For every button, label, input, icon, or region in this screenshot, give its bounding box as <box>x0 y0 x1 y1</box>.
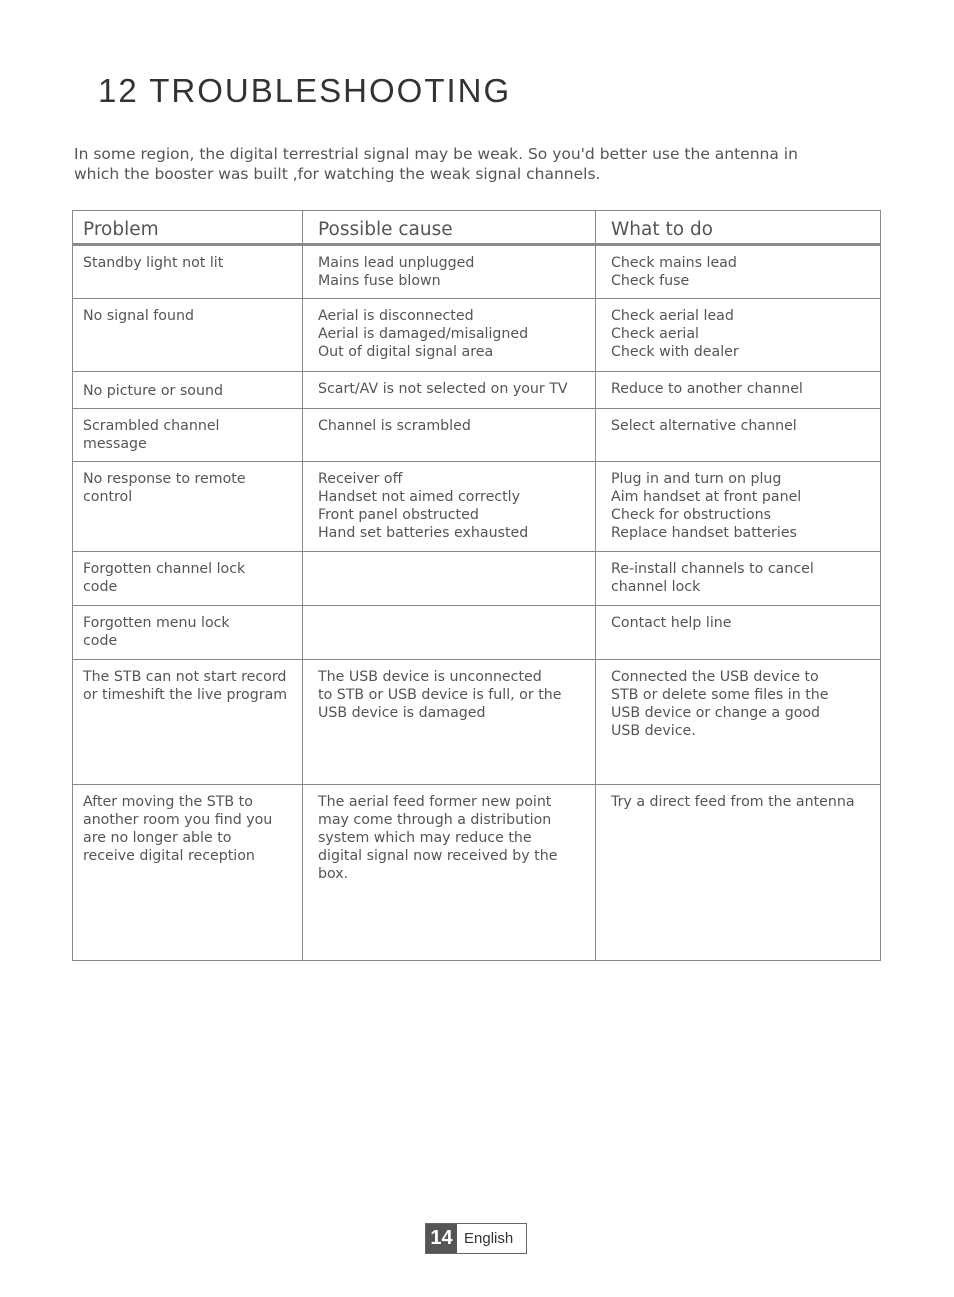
table-header-row <box>73 211 881 245</box>
page-title: 12 TROUBLESHOOTING <box>98 72 512 109</box>
cell-line: USB device. <box>611 723 696 739</box>
cell-line: Forgotten channel lock <box>83 561 246 577</box>
cell-line: Reduce to another channel <box>611 381 803 397</box>
cell-line: Out of digital signal area <box>318 344 494 360</box>
cell-line: The USB device is unconnected <box>318 669 542 685</box>
problem-cell <box>73 299 303 372</box>
cell-line: Check aerial lead <box>611 308 734 324</box>
cell-line: Aim handset at front panel <box>611 489 802 505</box>
cell-line: The aerial feed former new point <box>318 794 552 810</box>
cell-line: box. <box>318 866 349 882</box>
cell-line: Re-install channels to cancel <box>611 561 814 577</box>
cell-line: Handset not aimed correctly <box>318 489 521 505</box>
problem-cell <box>73 409 303 462</box>
table-row <box>73 245 881 299</box>
action-cell <box>596 409 881 462</box>
cause-cell <box>303 785 596 961</box>
cell-line: Check fuse <box>611 273 690 289</box>
cell-line: Scart/AV is not selected on your TV <box>318 381 568 397</box>
cell-line: Scrambled channel <box>83 418 220 434</box>
cell-line: Check mains lead <box>611 255 737 271</box>
action-cell <box>596 299 881 372</box>
cell-line: Standby light not lit <box>83 255 224 271</box>
cause-cell <box>303 245 596 299</box>
cell-line: may come through a distribution <box>318 812 552 828</box>
cause-cell <box>303 299 596 372</box>
language-label: English <box>464 1230 514 1247</box>
cell-line: USB device or change a good <box>611 705 821 721</box>
cell-line: No picture or sound <box>83 383 223 399</box>
cause-cell <box>303 409 596 462</box>
problem-cell <box>73 462 303 552</box>
problem-cell <box>73 552 303 606</box>
action-cell <box>596 462 881 552</box>
cell-line: receive digital reception <box>83 848 255 864</box>
action-cell <box>596 606 881 660</box>
cell-line: or timeshift the live program <box>83 687 288 703</box>
cell-line: Contact help line <box>611 615 732 631</box>
cell-line: are no longer able to <box>83 830 232 846</box>
cause-cell <box>303 462 596 552</box>
action-cell <box>596 552 881 606</box>
action-cell <box>596 245 881 299</box>
cell-line: channel lock <box>611 579 701 595</box>
cell-line: Aerial is disconnected <box>318 308 474 324</box>
cell-line: Check for obstructions <box>611 507 772 523</box>
cell-line: Forgotten menu lock <box>83 615 230 631</box>
cell-line: Check with dealer <box>611 344 739 360</box>
cell-line: digital signal now received by the <box>318 848 558 864</box>
cause-cell <box>303 372 596 409</box>
cell-line: The STB can not start record <box>83 669 287 685</box>
cell-line: Select alternative channel <box>611 418 797 434</box>
cause-cell <box>303 606 596 660</box>
action-cell <box>596 372 881 409</box>
cell-line: No signal found <box>83 308 194 324</box>
table-row <box>73 660 881 785</box>
table-row <box>73 462 881 552</box>
cell-line: Check aerial <box>611 326 699 342</box>
table-row <box>73 372 881 409</box>
cell-line: Try a direct feed from the antenna <box>611 794 855 810</box>
troubleshooting-table <box>72 210 881 961</box>
cell-line: system which may reduce the <box>318 830 532 846</box>
problem-cell <box>73 372 303 409</box>
cause-cell <box>303 552 596 606</box>
header-what-to-do: What to do <box>596 211 881 245</box>
header-problem: Problem <box>73 211 303 245</box>
cell-line: Hand set batteries exhausted <box>318 525 529 541</box>
cell-line: Mains fuse blown <box>318 273 441 289</box>
cell-line: another room you find you <box>83 812 273 828</box>
cell-line: code <box>83 633 118 649</box>
cell-line: Plug in and turn on plug <box>611 471 782 487</box>
cell-line: control <box>83 489 133 505</box>
cell-line: STB or delete some files in the <box>611 687 829 703</box>
problem-cell <box>73 606 303 660</box>
cell-line: Receiver off <box>318 471 403 487</box>
header-possible-cause: Possible cause <box>303 211 596 245</box>
action-cell <box>596 785 881 961</box>
table-row <box>73 606 881 660</box>
problem-cell <box>73 785 303 961</box>
problem-cell <box>73 245 303 299</box>
intro-line: which the booster was built ,for watching the weak signal channels. <box>74 165 601 183</box>
table-row <box>73 409 881 462</box>
table-row <box>73 785 881 961</box>
cell-line: to STB or USB device is full, or the <box>318 687 562 703</box>
cell-line: No response to remote <box>83 471 246 487</box>
page-number: 14 <box>426 1224 457 1253</box>
cell-line: Replace handset batteries <box>611 525 797 541</box>
cell-line: message <box>83 436 147 452</box>
table-row <box>73 552 881 606</box>
cause-cell <box>303 660 596 785</box>
problem-cell <box>73 660 303 785</box>
cell-line: Front panel obstructed <box>318 507 479 523</box>
cell-line: After moving the STB to <box>83 794 253 810</box>
intro-line: In some region, the digital terrestrial signal may be weak. So you'd better use the antenna in <box>74 145 798 163</box>
cell-line: Channel is scrambled <box>318 418 471 434</box>
cell-line: Connected the USB device to <box>611 669 819 685</box>
cell-line: code <box>83 579 118 595</box>
page-footer <box>425 1223 527 1254</box>
intro-paragraph <box>74 144 889 184</box>
action-cell <box>596 660 881 785</box>
cell-line: Aerial is damaged/misaligned <box>318 326 529 342</box>
cell-line: Mains lead unplugged <box>318 255 475 271</box>
cell-line: USB device is damaged <box>318 705 486 721</box>
table-row <box>73 299 881 372</box>
